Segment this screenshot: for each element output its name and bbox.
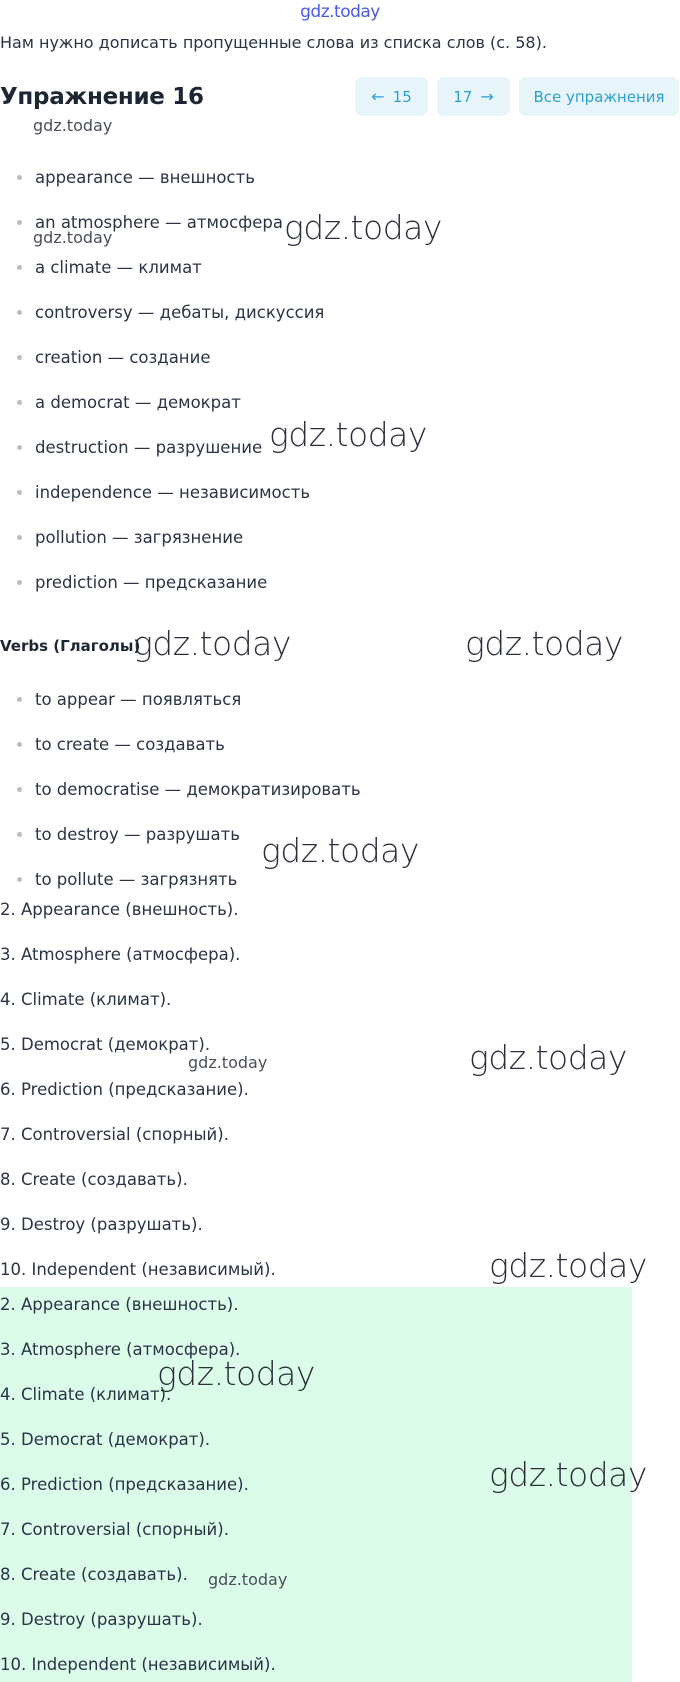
answer-line: 7. Controversial (спорный). <box>0 1125 229 1144</box>
answer-line: 9. Destroy (разрушать). <box>0 1610 203 1629</box>
answer-line: 6. Prediction (предсказание). <box>0 1080 249 1099</box>
bullet-icon <box>17 490 22 495</box>
answer-line: 3. Atmosphere (атмосфера). <box>0 1340 241 1359</box>
bullet-icon <box>17 355 22 360</box>
watermark: gdz.today <box>489 1455 647 1494</box>
answer-line: 7. Controversial (спорный). <box>0 1520 229 1539</box>
list-item: controversy — дебаты, дискуссия <box>17 303 324 322</box>
watermark: gdz.today <box>469 1038 627 1077</box>
list-item: an atmosphere — атмосфера <box>17 213 283 232</box>
bullet-icon <box>17 175 22 180</box>
list-item: pollution — загрязнение <box>17 528 243 547</box>
answer-line: 9. Destroy (разрушать). <box>0 1215 203 1234</box>
bullet-icon <box>17 697 22 702</box>
answer-line: 10. Independent (независимый). <box>0 1655 276 1674</box>
list-item: to appear — появляться <box>17 690 241 709</box>
list-item: independence — независимость <box>17 483 310 502</box>
bullet-icon <box>17 580 22 585</box>
list-item: a climate — климат <box>17 258 202 277</box>
watermark: gdz.today <box>489 1246 647 1285</box>
watermark: gdz.today <box>33 228 113 247</box>
answer-line: 4. Climate (климат). <box>0 990 172 1009</box>
bullet-icon <box>17 787 22 792</box>
bullet-icon <box>17 265 22 270</box>
all-exercises-button[interactable] <box>519 77 679 116</box>
answer-line: 2. Appearance (внешность). <box>0 900 239 919</box>
list-item: appearance — внешность <box>17 168 255 187</box>
watermark: gdz.today <box>157 1354 315 1393</box>
bullet-icon <box>17 310 22 315</box>
verbs-heading: Verbs (Глаголы) <box>0 637 141 655</box>
answer-line: 8. Create (создавать). <box>0 1565 188 1584</box>
list-item: creation — создание <box>17 348 210 367</box>
list-item: to pollute — загрязнять <box>17 870 237 889</box>
next-exercise-label: 17 <box>453 87 473 106</box>
answer-line: 8. Create (создавать). <box>0 1170 188 1189</box>
bullet-icon <box>17 832 22 837</box>
list-item: a democrat — демократ <box>17 393 241 412</box>
watermark: gdz.today <box>284 208 442 247</box>
bullet-icon <box>17 535 22 540</box>
watermark: gdz.today <box>188 1053 268 1072</box>
list-item: to create — создавать <box>17 735 225 754</box>
watermark: gdz.today <box>33 116 113 135</box>
list-item: to democratise — демократизировать <box>17 780 361 799</box>
bullet-icon <box>17 445 22 450</box>
bullet-icon <box>17 742 22 747</box>
bullet-icon <box>17 220 22 225</box>
prev-exercise-label: 15 <box>392 87 412 106</box>
answer-line: 10. Independent (независимый). <box>0 1260 276 1279</box>
watermark: gdz.today <box>465 624 623 663</box>
list-item: prediction — предсказание <box>17 573 267 592</box>
bullet-icon <box>17 400 22 405</box>
next-exercise-button[interactable] <box>437 77 510 116</box>
prev-exercise-button[interactable] <box>355 77 428 116</box>
list-item: to destroy — разрушать <box>17 825 240 844</box>
answer-line: 4. Climate (климат). <box>0 1385 172 1404</box>
intro-text: Нам нужно дописать пропущенные слова из списка слов (с. 58). <box>0 33 547 52</box>
all-exercises-label: Все упражнения <box>533 87 665 106</box>
arrow-right-icon: → <box>480 87 494 106</box>
bullet-icon <box>17 877 22 882</box>
watermark: gdz.today <box>208 1570 288 1589</box>
watermark: gdz.today <box>261 831 419 870</box>
answer-line: 3. Atmosphere (атмосфера). <box>0 945 241 964</box>
answer-line: 2. Appearance (внешность). <box>0 1295 239 1314</box>
watermark: gdz.today <box>269 415 427 454</box>
site-logo[interactable]: gdz.today <box>300 2 380 22</box>
answer-line: 6. Prediction (предсказание). <box>0 1475 249 1494</box>
page-title: Упражнение 16 <box>0 84 204 110</box>
list-item: destruction — разрушение <box>17 438 262 457</box>
watermark: gdz.today <box>133 624 291 663</box>
answer-line: 5. Democrat (демократ). <box>0 1035 211 1054</box>
arrow-left-icon: ← <box>371 87 385 106</box>
answer-line: 5. Democrat (демократ). <box>0 1430 211 1449</box>
